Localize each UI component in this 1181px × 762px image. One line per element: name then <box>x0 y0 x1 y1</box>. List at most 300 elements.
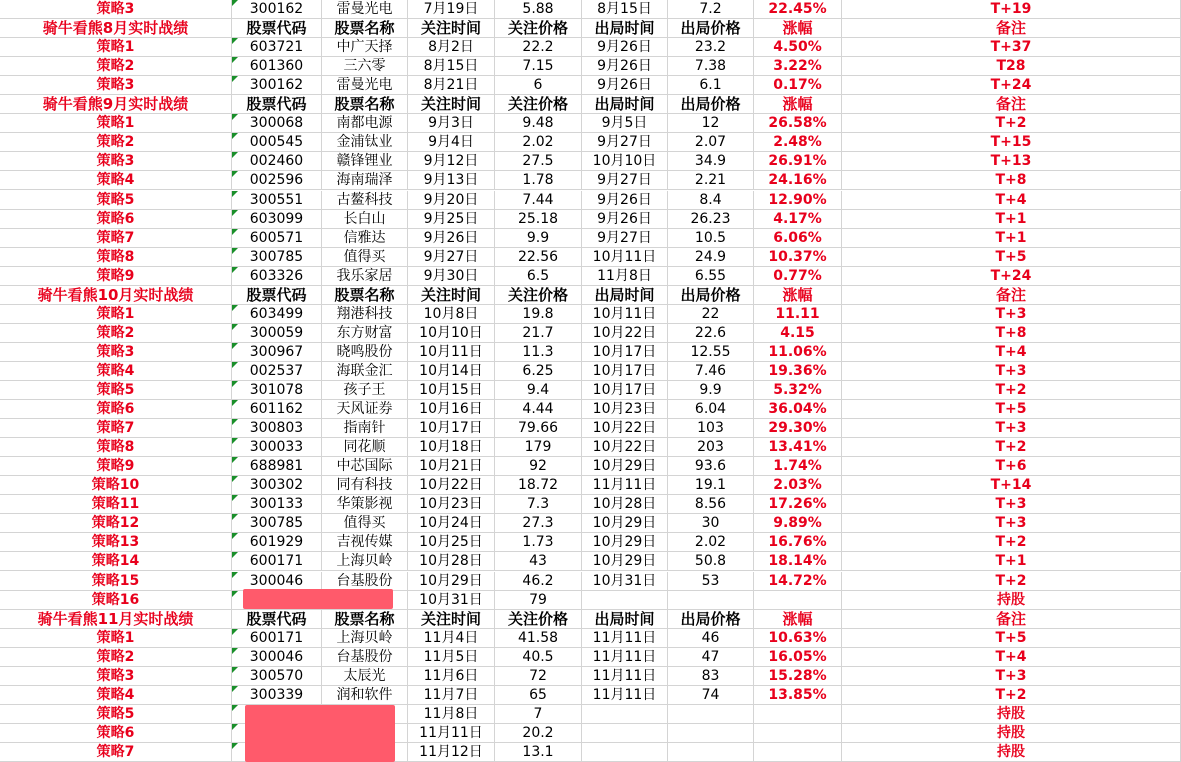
cell-watch-date[interactable]: 8月2日 <box>408 38 495 57</box>
cell-exit-price[interactable]: 24.9 <box>668 248 754 267</box>
cell-watch-date[interactable]: 9月13日 <box>408 171 495 190</box>
cell-strategy[interactable]: 策略7 <box>0 229 232 248</box>
header-cell-gain[interactable]: 涨幅 <box>754 95 842 114</box>
cell-note[interactable]: T+3 <box>842 305 1181 324</box>
header-cell-watch-price[interactable]: 关注价格 <box>495 286 582 305</box>
cell-exit-date[interactable]: 10月11日 <box>582 305 668 324</box>
cell-watch-price[interactable]: 179 <box>495 438 582 457</box>
cell-note[interactable]: T+3 <box>842 667 1181 686</box>
cell-name[interactable]: 东方财富 <box>322 324 408 343</box>
header-cell-strategy[interactable]: 骑牛看熊8月实时战绩 <box>0 19 232 38</box>
cell-watch-price[interactable]: 27.3 <box>495 514 582 533</box>
cell-note[interactable]: T+19 <box>842 0 1181 19</box>
header-cell-name[interactable]: 股票名称 <box>322 95 408 114</box>
cell-watch-price[interactable]: 7.44 <box>495 191 582 210</box>
cell-watch-date[interactable]: 11月12日 <box>408 743 495 762</box>
header-cell-strategy[interactable]: 骑牛看熊9月实时战绩 <box>0 95 232 114</box>
cell-exit-price[interactable]: 53 <box>668 572 754 591</box>
cell-strategy[interactable]: 策略2 <box>0 57 232 76</box>
cell-strategy[interactable]: 策略2 <box>0 324 232 343</box>
header-cell-note[interactable]: 备注 <box>842 19 1181 38</box>
cell-gain[interactable]: 13.41% <box>754 438 842 457</box>
cell-watch-date[interactable]: 10月14日 <box>408 362 495 381</box>
header-cell-code[interactable]: 股票代码 <box>232 610 322 629</box>
cell-exit-date[interactable]: 11月11日 <box>582 686 668 705</box>
cell-name[interactable]: 南都电源 <box>322 114 408 133</box>
cell-watch-date[interactable]: 10月11日 <box>408 343 495 362</box>
cell-exit-date[interactable]: 10月22日 <box>582 438 668 457</box>
cell-exit-price[interactable]: 6.55 <box>668 267 754 286</box>
cell-watch-price[interactable]: 6 <box>495 76 582 95</box>
cell-strategy[interactable]: 策略10 <box>0 476 232 495</box>
cell-name[interactable]: 指南针 <box>322 419 408 438</box>
cell-exit-date[interactable]: 11月8日 <box>582 267 668 286</box>
cell-strategy[interactable]: 策略2 <box>0 133 232 152</box>
header-cell-watch-date[interactable]: 关注时间 <box>408 610 495 629</box>
cell-watch-date[interactable]: 11月6日 <box>408 667 495 686</box>
cell-note[interactable]: T+2 <box>842 572 1181 591</box>
cell-exit-price[interactable]: 8.56 <box>668 495 754 514</box>
cell-name[interactable]: 古鳌科技 <box>322 191 408 210</box>
header-cell-watch-date[interactable]: 关注时间 <box>408 95 495 114</box>
header-cell-note[interactable]: 备注 <box>842 286 1181 305</box>
cell-gain[interactable]: 10.37% <box>754 248 842 267</box>
cell-watch-price[interactable]: 6.25 <box>495 362 582 381</box>
cell-watch-date[interactable]: 10月18日 <box>408 438 495 457</box>
header-cell-gain[interactable]: 涨幅 <box>754 286 842 305</box>
cell-exit-date[interactable]: 9月5日 <box>582 114 668 133</box>
cell-code[interactable]: 300162 <box>232 0 322 19</box>
cell-watch-date[interactable]: 10月22日 <box>408 476 495 495</box>
cell-name[interactable]: 吉视传媒 <box>322 533 408 552</box>
cell-name[interactable]: 雷曼光电 <box>322 0 408 19</box>
cell-watch-price[interactable]: 22.56 <box>495 248 582 267</box>
header-cell-name[interactable]: 股票名称 <box>322 19 408 38</box>
cell-strategy[interactable]: 策略15 <box>0 572 232 591</box>
cell-note[interactable]: T+13 <box>842 152 1181 171</box>
cell-strategy[interactable]: 策略3 <box>0 152 232 171</box>
cell-exit-price[interactable]: 50.8 <box>668 552 754 571</box>
header-cell-code[interactable]: 股票代码 <box>232 286 322 305</box>
cell-note[interactable]: 持股 <box>842 724 1181 743</box>
cell-name[interactable]: 值得买 <box>322 514 408 533</box>
cell-exit-date[interactable]: 10月29日 <box>582 533 668 552</box>
cell-strategy[interactable]: 策略6 <box>0 400 232 419</box>
cell-name[interactable]: 同花顺 <box>322 438 408 457</box>
cell-exit-price[interactable]: 19.1 <box>668 476 754 495</box>
cell-code[interactable]: 601929 <box>232 533 322 552</box>
cell-name[interactable]: 中芯国际 <box>322 457 408 476</box>
cell-note[interactable]: 持股 <box>842 591 1181 610</box>
cell-code[interactable]: 301078 <box>232 381 322 400</box>
header-cell-exit-date[interactable]: 出局时间 <box>582 286 668 305</box>
cell-exit-date[interactable]: 8月15日 <box>582 0 668 19</box>
cell-exit-price[interactable]: 8.4 <box>668 191 754 210</box>
cell-name[interactable]: 天风证券 <box>322 400 408 419</box>
cell-gain[interactable]: 26.91% <box>754 152 842 171</box>
cell-watch-price[interactable]: 79.66 <box>495 419 582 438</box>
cell-exit-price[interactable]: 12.55 <box>668 343 754 362</box>
cell-watch-date[interactable]: 10月10日 <box>408 324 495 343</box>
cell-code[interactable]: 300551 <box>232 191 322 210</box>
cell-watch-date[interactable]: 9月25日 <box>408 210 495 229</box>
cell-note[interactable]: T+2 <box>842 533 1181 552</box>
cell-watch-price[interactable]: 5.88 <box>495 0 582 19</box>
cell-code[interactable]: 601162 <box>232 400 322 419</box>
cell-code[interactable]: 300046 <box>232 648 322 667</box>
cell-name[interactable]: 金浦钛业 <box>322 133 408 152</box>
cell-note[interactable]: T+2 <box>842 438 1181 457</box>
cell-note[interactable]: T+15 <box>842 133 1181 152</box>
cell-gain[interactable] <box>754 724 842 743</box>
cell-note[interactable]: T+5 <box>842 629 1181 648</box>
cell-name[interactable]: 华策影视 <box>322 495 408 514</box>
header-cell-note[interactable]: 备注 <box>842 610 1181 629</box>
cell-code[interactable]: 300162 <box>232 76 322 95</box>
cell-exit-price[interactable] <box>668 705 754 724</box>
cell-watch-price[interactable]: 19.8 <box>495 305 582 324</box>
cell-name[interactable]: 长白山 <box>322 210 408 229</box>
cell-watch-date[interactable]: 8月21日 <box>408 76 495 95</box>
cell-gain[interactable]: 24.16% <box>754 171 842 190</box>
cell-watch-price[interactable]: 21.7 <box>495 324 582 343</box>
cell-watch-date[interactable]: 10月23日 <box>408 495 495 514</box>
cell-watch-date[interactable]: 10月31日 <box>408 591 495 610</box>
cell-note[interactable]: 持股 <box>842 705 1181 724</box>
cell-strategy[interactable]: 策略3 <box>0 343 232 362</box>
cell-watch-price[interactable]: 20.2 <box>495 724 582 743</box>
header-cell-code[interactable]: 股票代码 <box>232 95 322 114</box>
cell-strategy[interactable]: 策略4 <box>0 171 232 190</box>
cell-gain[interactable]: 22.45% <box>754 0 842 19</box>
cell-exit-date[interactable]: 10月29日 <box>582 552 668 571</box>
cell-note[interactable]: T+3 <box>842 362 1181 381</box>
cell-exit-date[interactable]: 9月27日 <box>582 171 668 190</box>
header-cell-watch-date[interactable]: 关注时间 <box>408 286 495 305</box>
cell-name[interactable]: 赣锋锂业 <box>322 152 408 171</box>
cell-exit-date[interactable]: 11月11日 <box>582 476 668 495</box>
cell-gain[interactable]: 19.36% <box>754 362 842 381</box>
cell-exit-price[interactable]: 103 <box>668 419 754 438</box>
cell-name[interactable]: 同有科技 <box>322 476 408 495</box>
cell-watch-price[interactable]: 4.44 <box>495 400 582 419</box>
cell-exit-price[interactable]: 30 <box>668 514 754 533</box>
cell-exit-price[interactable]: 26.23 <box>668 210 754 229</box>
cell-gain[interactable]: 26.58% <box>754 114 842 133</box>
header-cell-note[interactable]: 备注 <box>842 95 1181 114</box>
cell-exit-date[interactable]: 9月27日 <box>582 229 668 248</box>
cell-code[interactable]: 601360 <box>232 57 322 76</box>
cell-watch-price[interactable]: 13.1 <box>495 743 582 762</box>
cell-watch-date[interactable]: 9月26日 <box>408 229 495 248</box>
cell-code[interactable]: 300133 <box>232 495 322 514</box>
cell-watch-date[interactable]: 10月25日 <box>408 533 495 552</box>
cell-exit-date[interactable]: 10月29日 <box>582 457 668 476</box>
cell-exit-date[interactable]: 10月11日 <box>582 248 668 267</box>
cell-watch-date[interactable]: 10月29日 <box>408 572 495 591</box>
cell-gain[interactable]: 15.28% <box>754 667 842 686</box>
cell-gain[interactable]: 16.76% <box>754 533 842 552</box>
cell-watch-price[interactable]: 7.15 <box>495 57 582 76</box>
cell-name[interactable]: 三六零 <box>322 57 408 76</box>
header-cell-exit-price[interactable]: 出局价格 <box>668 286 754 305</box>
cell-name[interactable]: 润和软件 <box>322 686 408 705</box>
cell-exit-date[interactable]: 10月17日 <box>582 362 668 381</box>
cell-code[interactable]: 603721 <box>232 38 322 57</box>
cell-strategy[interactable]: 策略5 <box>0 381 232 400</box>
cell-strategy[interactable]: 策略8 <box>0 438 232 457</box>
cell-strategy[interactable]: 策略13 <box>0 533 232 552</box>
cell-watch-price[interactable]: 7.3 <box>495 495 582 514</box>
cell-strategy[interactable]: 策略3 <box>0 0 232 19</box>
cell-gain[interactable]: 17.26% <box>754 495 842 514</box>
cell-watch-date[interactable]: 10月28日 <box>408 552 495 571</box>
cell-exit-price[interactable]: 2.07 <box>668 133 754 152</box>
cell-note[interactable]: T+5 <box>842 400 1181 419</box>
cell-exit-date[interactable]: 10月10日 <box>582 152 668 171</box>
cell-exit-date[interactable]: 10月22日 <box>582 324 668 343</box>
cell-strategy[interactable]: 策略14 <box>0 552 232 571</box>
cell-exit-date[interactable] <box>582 705 668 724</box>
cell-code[interactable]: 300339 <box>232 686 322 705</box>
cell-watch-price[interactable]: 43 <box>495 552 582 571</box>
cell-code[interactable]: 300570 <box>232 667 322 686</box>
cell-code[interactable]: 300967 <box>232 343 322 362</box>
header-cell-strategy[interactable]: 骑牛看熊11月实时战绩 <box>0 610 232 629</box>
cell-note[interactable]: T+4 <box>842 648 1181 667</box>
cell-name[interactable]: 台基股份 <box>322 572 408 591</box>
cell-exit-price[interactable]: 7.2 <box>668 0 754 19</box>
cell-name[interactable]: 太辰光 <box>322 667 408 686</box>
cell-note[interactable]: T+2 <box>842 381 1181 400</box>
cell-code[interactable]: 300803 <box>232 419 322 438</box>
cell-watch-price[interactable]: 9.9 <box>495 229 582 248</box>
cell-name[interactable]: 台基股份 <box>322 648 408 667</box>
cell-exit-date[interactable]: 9月27日 <box>582 133 668 152</box>
cell-exit-date[interactable]: 9月26日 <box>582 38 668 57</box>
cell-gain[interactable]: 16.05% <box>754 648 842 667</box>
cell-strategy[interactable]: 策略1 <box>0 114 232 133</box>
cell-strategy[interactable]: 策略4 <box>0 362 232 381</box>
cell-name[interactable]: 翔港科技 <box>322 305 408 324</box>
cell-note[interactable]: T+1 <box>842 229 1181 248</box>
cell-gain[interactable]: 9.89% <box>754 514 842 533</box>
cell-watch-date[interactable]: 9月4日 <box>408 133 495 152</box>
cell-watch-price[interactable]: 1.78 <box>495 171 582 190</box>
cell-watch-date[interactable]: 11月7日 <box>408 686 495 705</box>
cell-note[interactable]: T+4 <box>842 343 1181 362</box>
cell-gain[interactable]: 5.32% <box>754 381 842 400</box>
cell-code[interactable]: 600171 <box>232 552 322 571</box>
header-cell-name[interactable]: 股票名称 <box>322 286 408 305</box>
cell-watch-price[interactable]: 18.72 <box>495 476 582 495</box>
cell-code[interactable]: 600171 <box>232 629 322 648</box>
cell-exit-date[interactable]: 11月11日 <box>582 667 668 686</box>
cell-strategy[interactable]: 策略7 <box>0 743 232 762</box>
cell-watch-price[interactable]: 46.2 <box>495 572 582 591</box>
cell-exit-date[interactable]: 9月26日 <box>582 191 668 210</box>
cell-strategy[interactable]: 策略12 <box>0 514 232 533</box>
cell-strategy[interactable]: 策略7 <box>0 419 232 438</box>
cell-watch-price[interactable]: 72 <box>495 667 582 686</box>
cell-name[interactable]: 孩子王 <box>322 381 408 400</box>
cell-gain[interactable]: 4.50% <box>754 38 842 57</box>
cell-exit-date[interactable]: 11月11日 <box>582 648 668 667</box>
cell-exit-price[interactable]: 47 <box>668 648 754 667</box>
cell-exit-price[interactable]: 83 <box>668 667 754 686</box>
cell-watch-date[interactable]: 10月24日 <box>408 514 495 533</box>
cell-exit-price[interactable] <box>668 591 754 610</box>
cell-watch-price[interactable]: 92 <box>495 457 582 476</box>
header-cell-exit-date[interactable]: 出局时间 <box>582 610 668 629</box>
cell-code[interactable]: 000545 <box>232 133 322 152</box>
cell-note[interactable]: T+24 <box>842 76 1181 95</box>
cell-watch-date[interactable]: 10月15日 <box>408 381 495 400</box>
cell-code[interactable]: 300302 <box>232 476 322 495</box>
cell-strategy[interactable]: 策略2 <box>0 648 232 667</box>
cell-strategy[interactable]: 策略8 <box>0 248 232 267</box>
cell-watch-date[interactable]: 11月4日 <box>408 629 495 648</box>
cell-watch-date[interactable]: 9月20日 <box>408 191 495 210</box>
cell-name[interactable]: 晓鸣股份 <box>322 343 408 362</box>
cell-watch-price[interactable]: 40.5 <box>495 648 582 667</box>
cell-gain[interactable]: 6.06% <box>754 229 842 248</box>
cell-note[interactable]: T+8 <box>842 324 1181 343</box>
cell-gain[interactable]: 12.90% <box>754 191 842 210</box>
cell-watch-date[interactable]: 10月21日 <box>408 457 495 476</box>
cell-exit-date[interactable]: 10月22日 <box>582 419 668 438</box>
cell-note[interactable]: T+8 <box>842 171 1181 190</box>
cell-watch-price[interactable]: 41.58 <box>495 629 582 648</box>
cell-gain[interactable]: 2.48% <box>754 133 842 152</box>
cell-name[interactable]: 雷曼光电 <box>322 76 408 95</box>
cell-gain[interactable]: 4.15 <box>754 324 842 343</box>
cell-watch-date[interactable]: 9月12日 <box>408 152 495 171</box>
header-cell-gain[interactable]: 涨幅 <box>754 19 842 38</box>
cell-watch-price[interactable]: 7 <box>495 705 582 724</box>
header-cell-watch-price[interactable]: 关注价格 <box>495 95 582 114</box>
cell-note[interactable]: T+1 <box>842 552 1181 571</box>
header-cell-code[interactable]: 股票代码 <box>232 19 322 38</box>
cell-watch-date[interactable]: 9月30日 <box>408 267 495 286</box>
cell-exit-price[interactable]: 7.46 <box>668 362 754 381</box>
cell-name[interactable]: 上海贝岭 <box>322 552 408 571</box>
cell-note[interactable]: T+3 <box>842 419 1181 438</box>
cell-strategy[interactable]: 策略3 <box>0 76 232 95</box>
cell-note[interactable]: T+2 <box>842 686 1181 705</box>
cell-exit-price[interactable]: 7.38 <box>668 57 754 76</box>
cell-name[interactable]: 中广天择 <box>322 38 408 57</box>
cell-exit-price[interactable]: 34.9 <box>668 152 754 171</box>
cell-gain[interactable] <box>754 591 842 610</box>
cell-exit-date[interactable] <box>582 743 668 762</box>
header-cell-watch-price[interactable]: 关注价格 <box>495 19 582 38</box>
cell-watch-date[interactable]: 11月5日 <box>408 648 495 667</box>
cell-watch-date[interactable]: 11月11日 <box>408 724 495 743</box>
cell-watch-date[interactable]: 8月15日 <box>408 57 495 76</box>
cell-gain[interactable]: 11.11 <box>754 305 842 324</box>
cell-watch-price[interactable]: 11.3 <box>495 343 582 362</box>
cell-exit-date[interactable]: 10月29日 <box>582 514 668 533</box>
cell-exit-price[interactable]: 74 <box>668 686 754 705</box>
cell-code[interactable]: 600571 <box>232 229 322 248</box>
cell-watch-date[interactable]: 7月19日 <box>408 0 495 19</box>
cell-gain[interactable]: 13.85% <box>754 686 842 705</box>
cell-exit-price[interactable]: 93.6 <box>668 457 754 476</box>
cell-name[interactable]: 值得买 <box>322 248 408 267</box>
cell-name[interactable]: 信雅达 <box>322 229 408 248</box>
cell-strategy[interactable]: 策略3 <box>0 667 232 686</box>
cell-exit-price[interactable]: 10.5 <box>668 229 754 248</box>
cell-exit-date[interactable] <box>582 591 668 610</box>
cell-exit-date[interactable] <box>582 724 668 743</box>
cell-watch-price[interactable]: 2.02 <box>495 133 582 152</box>
cell-strategy[interactable]: 策略5 <box>0 705 232 724</box>
cell-gain[interactable]: 0.17% <box>754 76 842 95</box>
header-cell-exit-date[interactable]: 出局时间 <box>582 95 668 114</box>
cell-note[interactable]: 持股 <box>842 743 1181 762</box>
cell-gain[interactable]: 3.22% <box>754 57 842 76</box>
cell-strategy[interactable]: 策略6 <box>0 210 232 229</box>
cell-gain[interactable] <box>754 743 842 762</box>
cell-code[interactable]: 688981 <box>232 457 322 476</box>
cell-strategy[interactable]: 策略5 <box>0 191 232 210</box>
cell-exit-price[interactable] <box>668 743 754 762</box>
cell-exit-date[interactable]: 10月28日 <box>582 495 668 514</box>
cell-exit-price[interactable]: 6.1 <box>668 76 754 95</box>
cell-strategy[interactable]: 策略11 <box>0 495 232 514</box>
cell-note[interactable]: T+3 <box>842 495 1181 514</box>
cell-gain[interactable]: 29.30% <box>754 419 842 438</box>
cell-watch-price[interactable]: 6.5 <box>495 267 582 286</box>
cell-watch-date[interactable]: 10月16日 <box>408 400 495 419</box>
cell-code[interactable]: 300068 <box>232 114 322 133</box>
cell-strategy[interactable]: 策略6 <box>0 724 232 743</box>
cell-strategy[interactable]: 策略9 <box>0 457 232 476</box>
cell-exit-date[interactable]: 9月26日 <box>582 76 668 95</box>
cell-exit-date[interactable]: 11月11日 <box>582 629 668 648</box>
cell-strategy[interactable]: 策略4 <box>0 686 232 705</box>
header-cell-exit-price[interactable]: 出局价格 <box>668 19 754 38</box>
cell-gain[interactable] <box>754 705 842 724</box>
cell-note[interactable]: T+14 <box>842 476 1181 495</box>
cell-exit-price[interactable]: 203 <box>668 438 754 457</box>
cell-name[interactable]: 海南瑞泽 <box>322 171 408 190</box>
cell-note[interactable]: T+4 <box>842 191 1181 210</box>
cell-watch-price[interactable]: 9.4 <box>495 381 582 400</box>
cell-watch-date[interactable]: 9月27日 <box>408 248 495 267</box>
cell-exit-price[interactable]: 6.04 <box>668 400 754 419</box>
cell-code[interactable]: 300785 <box>232 248 322 267</box>
cell-note[interactable]: T+6 <box>842 457 1181 476</box>
cell-gain[interactable]: 2.03% <box>754 476 842 495</box>
cell-watch-price[interactable]: 27.5 <box>495 152 582 171</box>
cell-strategy[interactable]: 策略1 <box>0 305 232 324</box>
cell-exit-date[interactable]: 10月17日 <box>582 343 668 362</box>
cell-exit-date[interactable]: 9月26日 <box>582 57 668 76</box>
cell-name[interactable]: 海联金汇 <box>322 362 408 381</box>
cell-code[interactable]: 603326 <box>232 267 322 286</box>
cell-exit-price[interactable]: 46 <box>668 629 754 648</box>
cell-gain[interactable]: 11.06% <box>754 343 842 362</box>
header-cell-gain[interactable]: 涨幅 <box>754 610 842 629</box>
cell-exit-date[interactable]: 9月26日 <box>582 210 668 229</box>
header-cell-exit-price[interactable]: 出局价格 <box>668 95 754 114</box>
cell-code[interactable]: 300785 <box>232 514 322 533</box>
header-cell-name[interactable]: 股票名称 <box>322 610 408 629</box>
cell-note[interactable]: T+1 <box>842 210 1181 229</box>
cell-gain[interactable]: 1.74% <box>754 457 842 476</box>
